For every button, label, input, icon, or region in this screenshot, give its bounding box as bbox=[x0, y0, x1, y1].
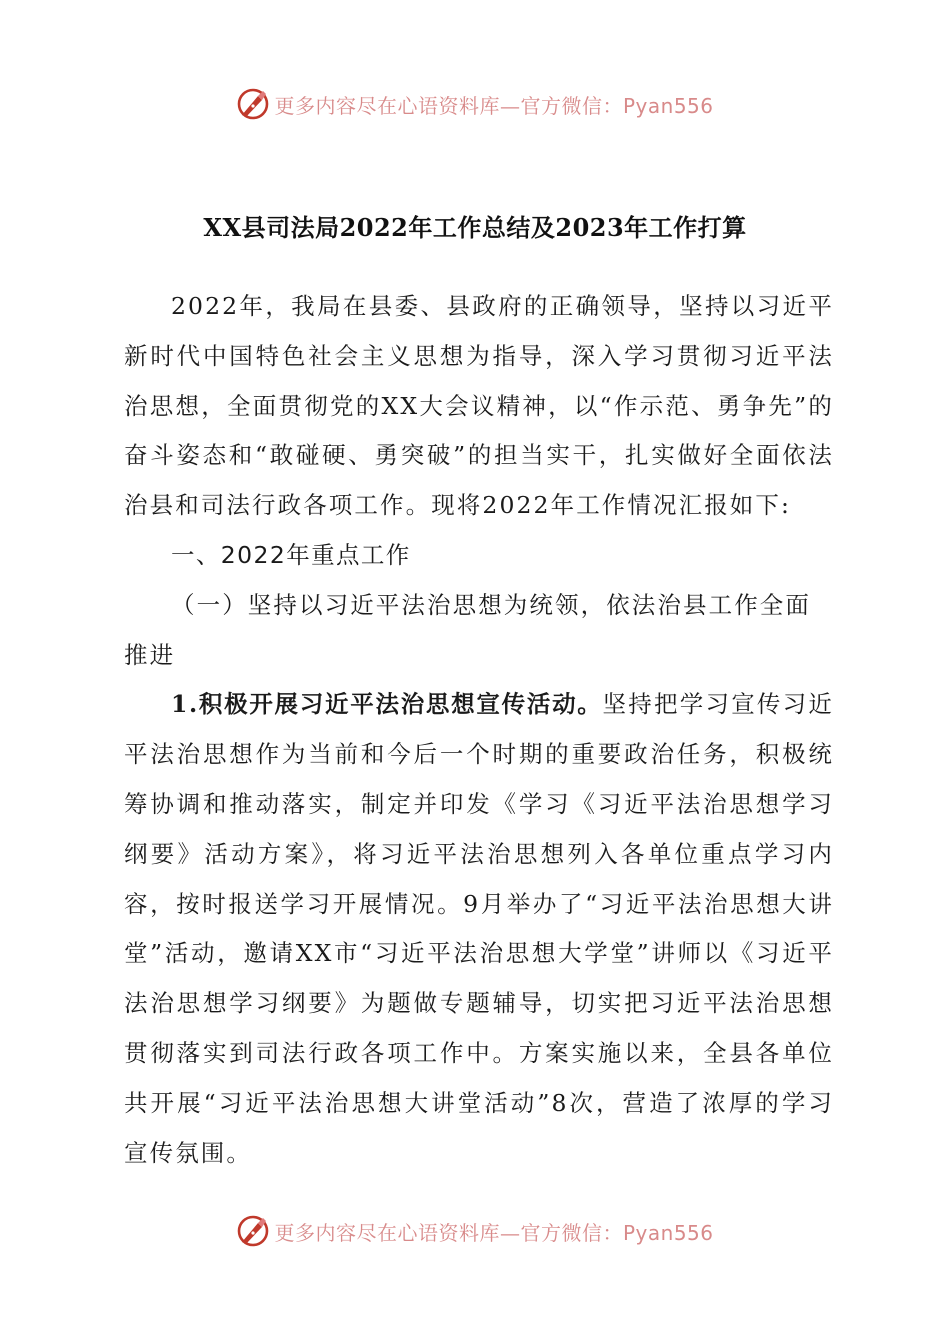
document-title: XX县司法局2022年工作总结及2023年工作打算 bbox=[203, 213, 747, 242]
watermark-banner-top bbox=[0, 84, 950, 124]
watermark-message: 更多内容尽在心语资料库—官方微信： bbox=[274, 93, 623, 118]
watermark-handle: Pyan556 bbox=[622, 93, 714, 118]
intro-paragraph: 2022年，我局在县委、县政府的正确领导，坚持以习近平新时代中国特色社会主义思想为指导，深入学习贯彻习近平法治思想，全面贯彻党的XX大会议精神，以“作示范、勇争先”的奋斗姿态和“敢碰硬、勇突破”的担当实干，扎实做好全面依法治县和司法行政各项工作。现将2022年工作情况汇报如下: bbox=[124, 292, 834, 520]
subsection-heading: （一）坚持以习近平法治思想为统领，依法治县工作全面推进 bbox=[124, 590, 811, 669]
item-lead: 1.积极开展习近平法治思想宣传活动。 bbox=[171, 690, 603, 719]
section-heading: 一、2022年重点工作 bbox=[171, 540, 411, 569]
watermark-text bbox=[274, 90, 713, 119]
watermark-text bbox=[274, 1217, 713, 1246]
watermark-banner-bottom bbox=[0, 1211, 950, 1251]
pen-nib-circle-icon bbox=[236, 87, 270, 121]
watermark-message: 更多内容尽在心语资料库—官方微信： bbox=[274, 1220, 623, 1245]
item-body: 坚持把学习宣传习近平法治思想作为当前和今后一个时期的重要政治任务，积极统筹协调和推动落实，制定并印发《学习《习近平法治思想学习纲要》活动方案》，将习近平法治思想列入各单位重点学习内容，按时报送学习开展情况。9月举办了“习近平法治思想大讲堂”活动，邀请XX市“习近平法治思想大学堂”讲师以《习近平法治思想学习纲要》为题做专题辅导，切实把习近平法治思想贯彻落实到司法行政各项工作中。方案实施以来，全县各单位共开展“习近平法治思想大讲堂活动”8次，营造了浓厚的学习宣传氛围。 bbox=[124, 690, 834, 1167]
document-body bbox=[124, 282, 834, 1178]
watermark-handle: Pyan556 bbox=[622, 1220, 714, 1245]
item-paragraph bbox=[124, 680, 834, 1178]
pen-nib-circle-icon bbox=[236, 1214, 270, 1248]
